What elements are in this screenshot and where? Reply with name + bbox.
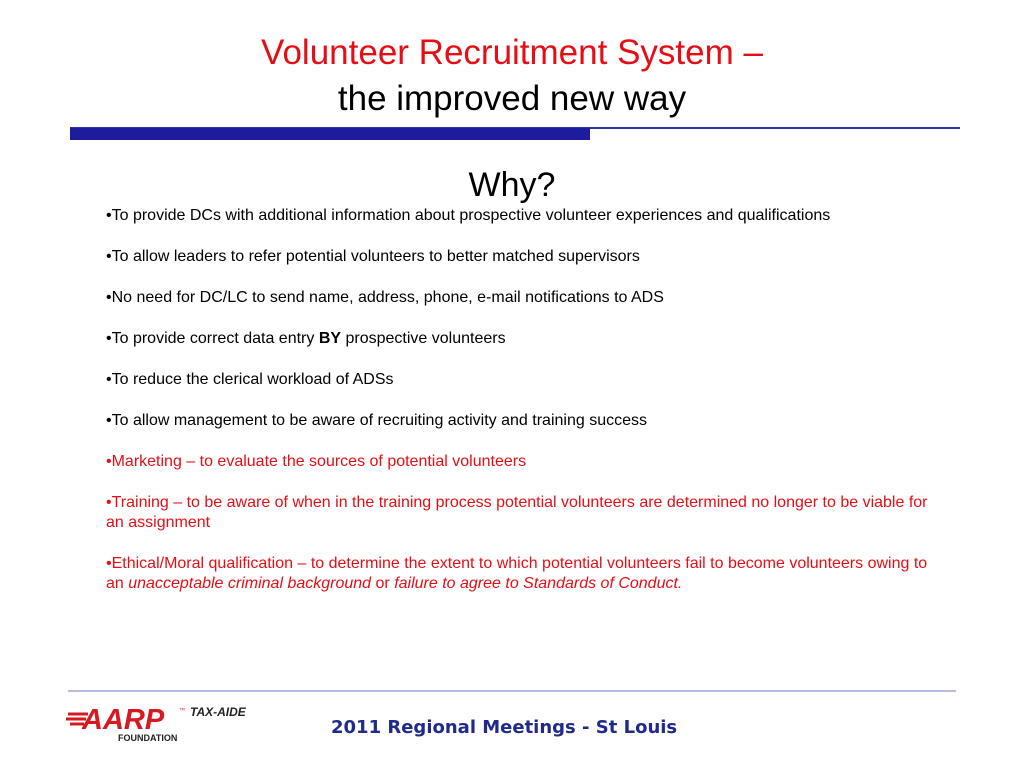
- meeting-footer-text: 2011 Regional Meetings - St Louis: [331, 717, 678, 738]
- bullet-italic-text: failure to agree to Standards of Conduct.: [394, 575, 683, 592]
- slide-subtitle: Why?: [468, 166, 556, 204]
- bullet-list: [106, 206, 936, 615]
- bullet-item: •No need for DC/LC to send name, address, phone, e-mail notifications to ADS: [106, 289, 664, 306]
- aarp-tax-aide-logo: [66, 700, 276, 750]
- bullet-text: prospective volunteers: [341, 330, 506, 347]
- header-rule-thick: [70, 128, 590, 140]
- slide-title-line-2: the improved new way: [337, 79, 687, 118]
- bullet-item: •To allow leaders to refer potential volunteers to better matched supervisors: [106, 248, 640, 265]
- bullet-item: •To allow management to be aware of recruiting activity and training success: [106, 412, 647, 429]
- logo-sub-text: FOUNDATION: [118, 733, 178, 743]
- bullet-item: [106, 554, 936, 594]
- bullet-item: •To reduce the clerical workload of ADSs: [106, 371, 394, 388]
- bullet-item: •To provide DCs with additional information about prospective volunteer experiences and qualifications: [106, 207, 831, 224]
- bullet-item: •Training – to be aware of when in the training process potential volunteers are determined no longer to be viable for an assignment: [106, 494, 928, 531]
- bullet-item: [106, 329, 936, 349]
- logo-brand-text: AARP: [82, 704, 165, 736]
- bullet-italic-text: unacceptable criminal background: [128, 575, 372, 592]
- bullet-item: •Marketing – to evaluate the sources of potential volunteers: [106, 453, 527, 470]
- bullet-text: •To provide correct data entry: [106, 330, 319, 347]
- bullet-text: or: [371, 575, 395, 592]
- bullet-bold-text: BY: [318, 330, 342, 347]
- svg-text:™: ™: [179, 708, 185, 714]
- logo-tagline-text: TAX-AIDE: [190, 705, 246, 719]
- bullet-text: •Ethical/Moral qualification – to determine the extent to which potential volunteers fail to become volunteers owing to an: [106, 555, 928, 592]
- slide-title-line-1: Volunteer Recruitment System –: [261, 33, 763, 72]
- footer-rule: [68, 690, 956, 692]
